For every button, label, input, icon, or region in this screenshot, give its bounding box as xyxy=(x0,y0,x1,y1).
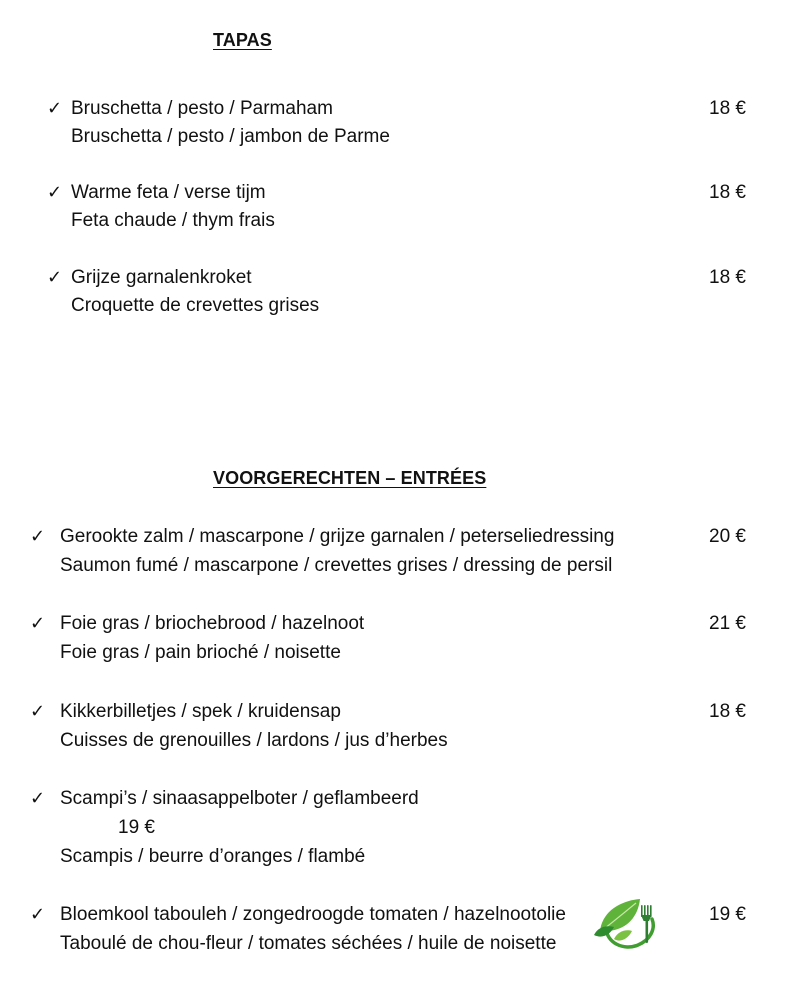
check-icon: ✓ xyxy=(30,613,46,633)
tapas-item-price: 18 € xyxy=(709,267,746,288)
starter-item-name-nl: Foie gras / briochebrood / hazelnoot xyxy=(60,613,365,634)
starter-item-price: 18 € xyxy=(709,701,746,722)
starter-item-price: 20 € xyxy=(709,526,746,547)
starter-item-name-nl: Kikkerbilletjes / spek / kruidensap xyxy=(60,701,341,722)
starter-item-name-nl: Bloemkool tabouleh / zongedroogde tomaten / hazelnootolie xyxy=(60,904,566,925)
check-icon: ✓ xyxy=(30,788,46,808)
starter-item-price: 21 € xyxy=(709,613,746,634)
tapas-heading: TAPAS xyxy=(213,30,272,50)
starter-item-name-fr: Scampis / beurre d’oranges / flambé xyxy=(60,846,366,867)
check-icon: ✓ xyxy=(47,182,63,202)
starter-item-name-fr: Cuisses de grenouilles / lardons / jus d’herbes xyxy=(60,730,448,751)
starter-item-name-fr: Foie gras / pain brioché / noisette xyxy=(60,642,341,663)
starter-item-name-nl: Gerookte zalm / mascarpone / grijze garnalen / peterseliedressing xyxy=(60,526,615,547)
starter-item-price: 19 € xyxy=(118,817,155,838)
check-icon: ✓ xyxy=(47,267,63,287)
check-icon: ✓ xyxy=(47,98,63,118)
starter-item-price: 19 € xyxy=(709,904,746,925)
tapas-item-name-nl: Warme feta / verse tijm xyxy=(71,182,266,203)
tapas-item-price: 18 € xyxy=(709,182,746,203)
tapas-item-price: 18 € xyxy=(709,98,746,119)
starter-item-name-nl: Scampi’s / sinaasappelboter / geflambeerd xyxy=(60,788,419,809)
tapas-item-name-fr: Croquette de crevettes grises xyxy=(71,295,320,316)
check-icon: ✓ xyxy=(30,904,46,924)
starters-heading: VOORGERECHTEN – ENTRÉES xyxy=(213,468,487,488)
starter-item-name-fr: Saumon fumé / mascarpone / crevettes grises / dressing de persil xyxy=(60,555,613,576)
tapas-item-name-fr: Feta chaude / thym frais xyxy=(71,210,275,231)
tapas-item-name-fr: Bruschetta / pesto / jambon de Parme xyxy=(71,126,390,147)
tapas-item-name-nl: Grijze garnalenkroket xyxy=(71,267,252,288)
starter-item-name-fr: Taboulé de chou-fleur / tomates séchées / huile de noisette xyxy=(60,933,557,954)
check-icon: ✓ xyxy=(30,701,46,721)
check-icon: ✓ xyxy=(30,526,46,546)
leaf-fork-icon xyxy=(592,897,662,951)
tapas-item-name-nl: Bruschetta / pesto / Parmaham xyxy=(71,98,333,119)
